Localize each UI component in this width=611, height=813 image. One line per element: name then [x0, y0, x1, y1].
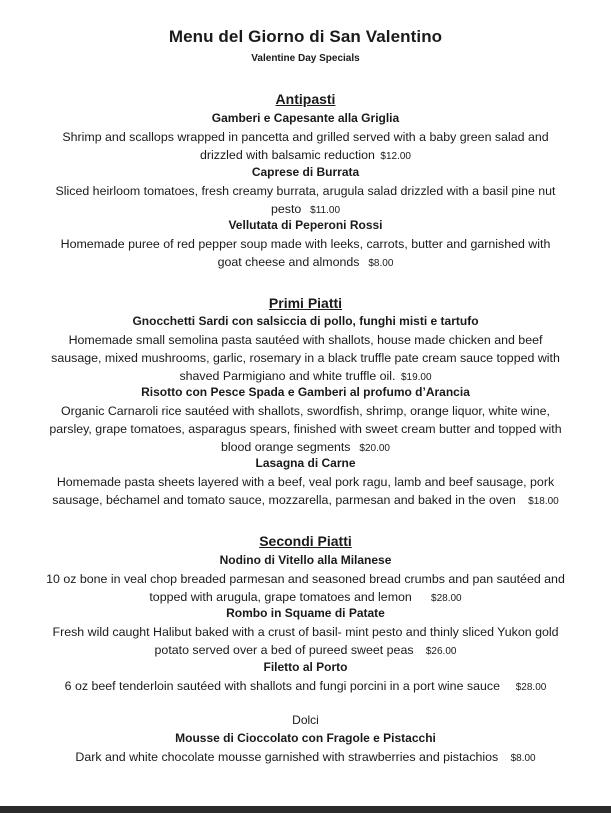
dish-description: sausage, mixed mushrooms, garlic, rosemary in a black truffle pate cream sauce topped with	[51, 351, 560, 365]
section-heading-antipasti: Antipasti	[275, 91, 336, 107]
dish-price: $11.00	[310, 205, 341, 216]
dish-description: topped with arugula, grape tomatoes and lemon $28.00	[149, 590, 462, 604]
dish-description: Fresh wild caught Halibut baked with a crust of basil- mint pesto and thinly sliced Yukon gold	[52, 625, 559, 639]
dish-name: Mousse di Cioccolato con Fragole e Pistacchi	[175, 731, 436, 745]
dish-price: $12.00	[380, 151, 411, 162]
dish-description: Shrimp and scallops wrapped in pancetta and grilled served with a baby green salad and	[62, 130, 549, 144]
dish-name: Caprese di Burrata	[251, 165, 360, 179]
dish-price: $8.00	[510, 753, 536, 764]
dish-name: Nodino di Vitello alla Milanese	[219, 553, 392, 567]
dish-description: Sliced heirloom tomatoes, fresh creamy burrata, arugula salad drizzled with a basil pine nut	[55, 184, 556, 198]
dish-price: $20.00	[359, 443, 390, 454]
dish-name: Lasagna di Carne	[255, 456, 356, 470]
dish-price: $19.00	[400, 372, 432, 383]
dish-description: Organic Carnaroli rice sautéed with shallots, swordfish, shrimp, orange liquor, white wine,	[61, 404, 550, 418]
dish-description: Homemade pasta sheets layered with a beef, veal pork ragu, lamb and beef sausage, pork	[56, 475, 555, 489]
dish-name: Filetto al Porto	[263, 660, 348, 674]
dish-description: Dark and white chocolate mousse garnished with strawberries and pistachios $8.00	[75, 750, 536, 764]
dish-description: sausage, béchamel and tomato sauce, mozzarella, parmesan and baked in the oven $18.00	[52, 493, 559, 507]
menu-title: Menu del Giorno di San Valentino	[168, 27, 443, 46]
dish-price: $28.00	[515, 682, 547, 693]
dish-description: parsley, grape tomatoes, asparagus spears, finished with sweet cream butter and topped with	[49, 422, 562, 436]
bottom-bar	[0, 806, 611, 813]
dish-description: goat cheese and almonds $8.00	[217, 255, 394, 269]
dish-price: $26.00	[425, 646, 457, 657]
dish-description: pesto $11.00	[270, 202, 341, 216]
dish-name: Risotto con Pesce Spada e Gamberi al profumo d’Arancia	[141, 385, 470, 399]
dish-name: Vellutata di Peperoni Rossi	[228, 218, 383, 232]
dish-description: Homemade small semolina pasta sautéed with shallots, house made chicken and beef	[68, 333, 543, 347]
dish-name: Gnocchetti Sardi con salsiccia di pollo, funghi misti e tartufo	[132, 314, 479, 328]
dish-description: 6 oz beef tenderloin sautéed with shallots and fungi porcini in a port wine sauce $28.00	[64, 679, 547, 693]
dish-price: $28.00	[431, 593, 462, 604]
dish-price: $8.00	[368, 258, 394, 269]
menu-subtitle: Valentine Day Specials	[251, 53, 360, 64]
dish-name: Rombo in Squame di Patate	[226, 606, 385, 620]
dish-description: shaved Parmigiano and white truffle oil. $19.00	[179, 369, 432, 383]
dish-description: drizzled with balsamic reduction $12.00	[200, 148, 411, 162]
section-heading-primi: Primi Piatti	[268, 295, 343, 311]
section-heading-dolci: Dolci	[292, 713, 319, 727]
dish-price: $18.00	[528, 496, 559, 507]
dish-description: blood orange segments $20.00	[221, 440, 390, 454]
dish-description: Homemade puree of red pepper soup made with leeks, carrots, butter and garnished with	[60, 237, 551, 251]
dish-description: potato served over a bed of pureed sweet peas $26.00	[154, 643, 457, 657]
dish-name: Gamberi e Capesante alla Griglia	[211, 111, 400, 125]
dish-description: 10 oz bone in veal chop breaded parmesan and seasoned bread crumbs and pan sautéed and	[46, 572, 565, 586]
section-heading-secondi: Secondi Piatti	[259, 533, 352, 549]
